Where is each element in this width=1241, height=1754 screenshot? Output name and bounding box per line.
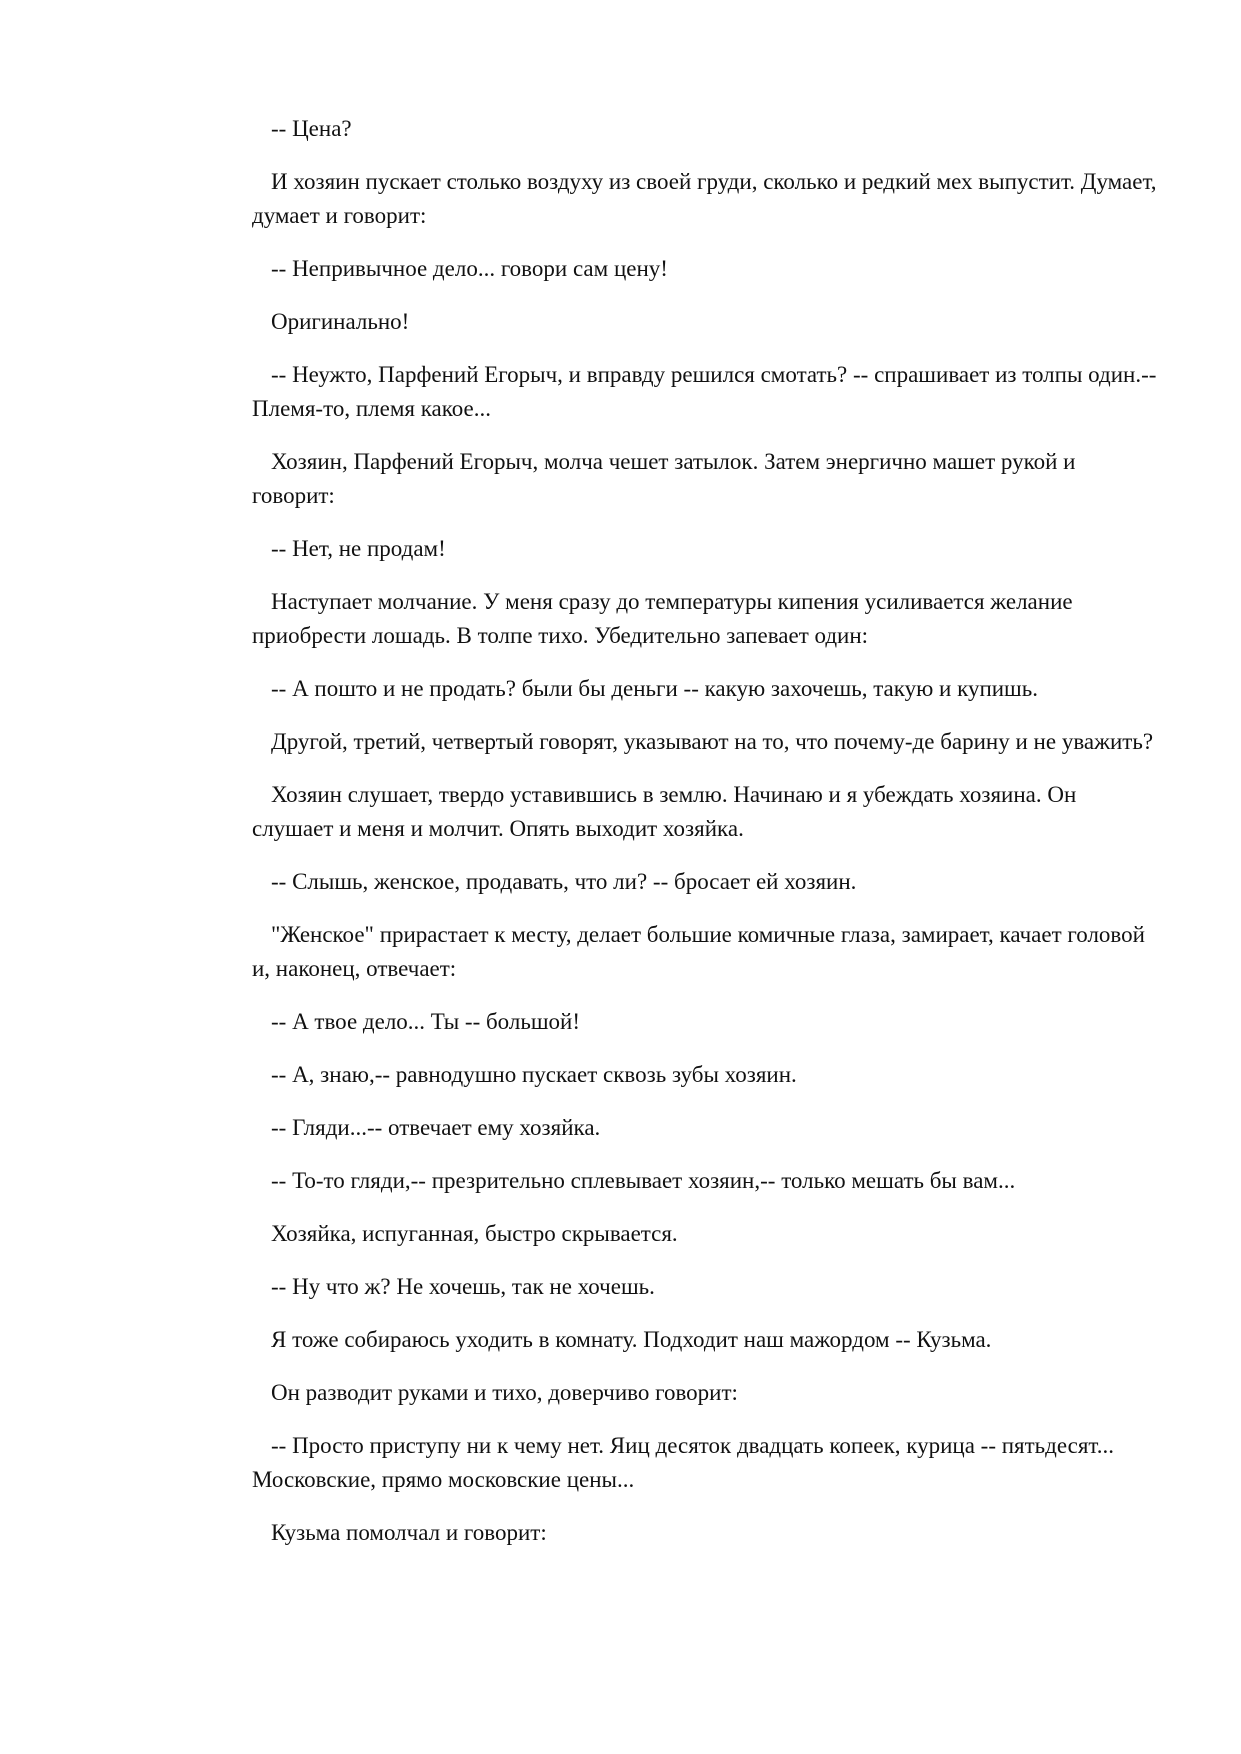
paragraph: Оригинально!	[271, 309, 410, 334]
text-column	[252, 112, 1162, 1569]
paragraph: Хозяин, Парфений Егорыч, молча чешет затылок. Затем энергично машет рукой и говорит:	[252, 449, 1076, 508]
paragraph: Кузьма помолчал и говорит:	[271, 1520, 547, 1545]
paragraph: -- А, знаю,-- равнодушно пускает сквозь зубы хозяин.	[271, 1062, 797, 1087]
paragraph: -- Нет, не продам!	[271, 536, 446, 561]
paragraph: -- Непривычное дело... говори сам цену!	[271, 256, 668, 281]
paragraph: -- Слышь, женское, продавать, что ли? -- бросает ей хозяин.	[271, 869, 857, 894]
paragraph: -- Ну что ж? Не хочешь, так не хочешь.	[271, 1274, 655, 1299]
paragraph: Хозяин слушает, твердо уставившись в землю. Начинаю и я убеждать хозяина. Он слушает и меня и молчит. Опять выходит хозяйка.	[252, 782, 1077, 841]
paragraph: -- А пошто и не продать? были бы деньги -- какую захочешь, такую и купишь.	[271, 676, 1039, 701]
paragraph: -- Просто приступу ни к чему нет. Яиц десяток двадцать копеек, курица -- пятьдесят... Московские, прямо московские цены...	[252, 1433, 1115, 1492]
paragraph: Наступает молчание. У меня сразу до температуры кипения усиливается желание приобрести лошадь. В толпе тихо. Убедительно запевает один:	[252, 589, 1073, 648]
paragraph: Он разводит руками и тихо, доверчиво говорит:	[271, 1380, 738, 1405]
paragraph: Хозяйка, испуганная, быстро скрывается.	[271, 1221, 678, 1246]
paragraph: И хозяин пускает столько воздуху из своей груди, сколько и редкий мех выпустит. Думает, думает и говорит:	[252, 169, 1157, 228]
paragraph: Другой, третий, четвертый говорят, указывают на то, что почему-де барину и не уважить?	[271, 729, 1154, 754]
paragraph: -- Гляди...-- отвечает ему хозяйка.	[271, 1115, 601, 1140]
paragraph: -- А твое дело... Ты -- большой!	[271, 1009, 581, 1034]
paragraph: Я тоже собираюсь уходить в комнату. Подходит наш мажордом -- Кузьма.	[271, 1327, 992, 1352]
paragraph: -- То-то гляди,-- презрительно сплевывает хозяин,-- только мешать бы вам...	[271, 1168, 1016, 1193]
paragraph: -- Цена?	[271, 116, 352, 141]
paragraph: -- Неужто, Парфений Егорыч, и вправду решился смотать? -- спрашивает из толпы один.-- Племя-то, племя какое...	[252, 362, 1157, 421]
paragraph: "Женское" прирастает к месту, делает большие комичные глаза, замирает, качает головой и, наконец, отвечает:	[252, 922, 1145, 981]
